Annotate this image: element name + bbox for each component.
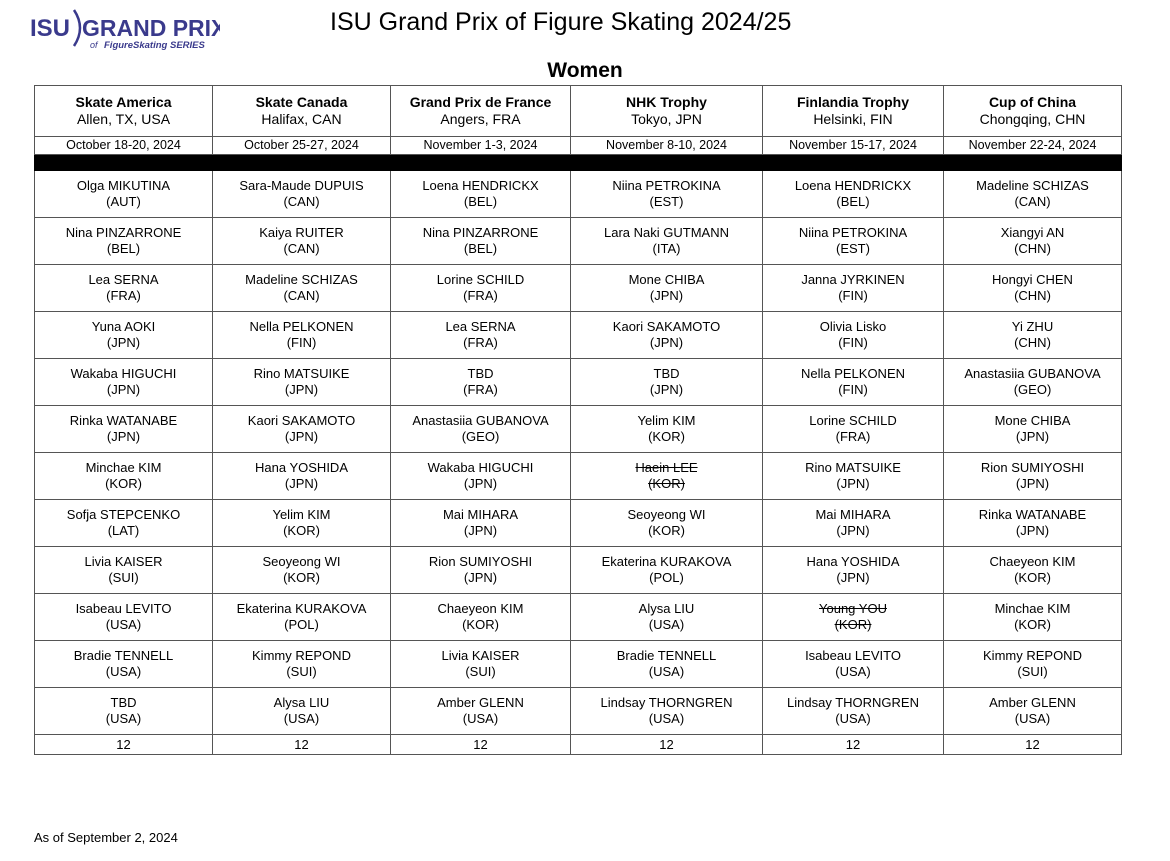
skater-row bbox=[35, 359, 1122, 406]
skater-name: Chaeyeon KIM bbox=[437, 601, 524, 616]
skater-nation: (FRA) bbox=[463, 288, 498, 303]
skater-name: Seoyeong WI bbox=[627, 507, 706, 522]
skater-name: Amber GLENN bbox=[437, 695, 524, 710]
skater-cell bbox=[391, 453, 571, 500]
skater-name: Isabeau LEVITO bbox=[75, 601, 172, 616]
separator-cell bbox=[35, 155, 213, 171]
skater-nation: (USA) bbox=[1014, 711, 1051, 726]
skater-cell bbox=[944, 688, 1122, 735]
skater-nation: (FIN) bbox=[838, 382, 868, 397]
assignments-body bbox=[35, 86, 1122, 755]
skater-cell bbox=[391, 500, 571, 547]
skater-name: Rinka WATANABE bbox=[978, 507, 1087, 522]
skater-cell bbox=[213, 218, 391, 265]
skater-name: Nella PELKONEN bbox=[800, 366, 906, 381]
skater-nation: (USA) bbox=[648, 617, 685, 632]
skater-name: Rinka WATANABE bbox=[69, 413, 178, 428]
skater-nation: (GEO) bbox=[461, 429, 500, 444]
event-header-cell bbox=[944, 86, 1122, 137]
skater-name: Seoyeong WI bbox=[262, 554, 341, 569]
skater-name: Ekaterina KURAKOVA bbox=[601, 554, 732, 569]
skater-name: Lea SERNA bbox=[88, 272, 159, 287]
skater-nation: (KOR) bbox=[1014, 617, 1051, 632]
event-name: Skate America bbox=[75, 94, 172, 110]
skater-row bbox=[35, 265, 1122, 312]
skater-nation: (SUI) bbox=[108, 570, 139, 585]
skater-row bbox=[35, 500, 1122, 547]
skater-cell bbox=[391, 218, 571, 265]
skater-row bbox=[35, 453, 1122, 500]
skater-cell bbox=[763, 547, 944, 594]
skater-nation: (KOR) bbox=[648, 476, 685, 491]
skater-cell bbox=[213, 265, 391, 312]
skater-nation: (JPN) bbox=[836, 523, 870, 538]
skater-nation: (CHN) bbox=[1014, 335, 1051, 350]
skater-cell bbox=[391, 265, 571, 312]
skater-cell bbox=[944, 171, 1122, 218]
skater-cell bbox=[391, 171, 571, 218]
skater-nation: (KOR) bbox=[105, 476, 142, 491]
event-dates: November 1-3, 2024 bbox=[391, 137, 571, 155]
skater-cell bbox=[763, 171, 944, 218]
skater-name: Alysa LIU bbox=[273, 695, 330, 710]
skater-nation: (USA) bbox=[105, 711, 142, 726]
event-name: Cup of China bbox=[988, 94, 1077, 110]
separator-cell bbox=[391, 155, 571, 171]
event-header-cell bbox=[35, 86, 213, 137]
skater-name: Nina PINZARRONE bbox=[422, 225, 539, 240]
skater-nation: (KOR) bbox=[648, 523, 685, 538]
skater-name: Madeline SCHIZAS bbox=[976, 178, 1089, 193]
skater-cell bbox=[571, 500, 763, 547]
skater-cell bbox=[763, 312, 944, 359]
event-location: Angers, FRA bbox=[440, 111, 521, 127]
event-header-cell bbox=[213, 86, 391, 137]
logo-grand-prix-text: GRAND PRIX bbox=[82, 15, 220, 41]
entry-count: 12 bbox=[944, 735, 1122, 755]
skater-name: Haein LEE bbox=[635, 460, 698, 475]
skater-nation: (JPN) bbox=[106, 382, 141, 397]
skater-cell bbox=[944, 547, 1122, 594]
skater-name: Kaori SAKAMOTO bbox=[247, 413, 356, 428]
skater-name: Chaeyeon KIM bbox=[989, 554, 1076, 569]
skater-row bbox=[35, 641, 1122, 688]
skater-cell bbox=[213, 641, 391, 688]
event-name: Finlandia Trophy bbox=[796, 94, 909, 110]
skater-nation: (JPN) bbox=[649, 288, 684, 303]
skater-name: Kaori SAKAMOTO bbox=[612, 319, 721, 334]
assignments-table bbox=[34, 85, 1122, 755]
skater-name: Madeline SCHIZAS bbox=[245, 272, 358, 287]
skater-cell bbox=[35, 500, 213, 547]
event-header-cell bbox=[391, 86, 571, 137]
skater-cell bbox=[213, 547, 391, 594]
skater-cell bbox=[391, 312, 571, 359]
skater-nation: (USA) bbox=[648, 711, 685, 726]
skater-name: Olivia Lisko bbox=[819, 319, 887, 334]
skater-cell bbox=[944, 312, 1122, 359]
skater-cell bbox=[944, 453, 1122, 500]
logo-swoosh bbox=[74, 10, 80, 46]
skater-cell bbox=[213, 453, 391, 500]
skater-cell bbox=[763, 688, 944, 735]
skater-name: Rion SUMIYOSHI bbox=[428, 554, 533, 569]
entry-count: 12 bbox=[763, 735, 944, 755]
skater-nation: (LAT) bbox=[107, 523, 140, 538]
skater-nation: (JPN) bbox=[284, 429, 319, 444]
skater-name: Mone CHIBA bbox=[994, 413, 1071, 428]
skater-cell bbox=[571, 641, 763, 688]
page-title: ISU Grand Prix of Figure Skating 2024/25 bbox=[330, 8, 792, 36]
skater-cell bbox=[213, 688, 391, 735]
isu-grand-prix-logo bbox=[30, 6, 220, 50]
skater-cell bbox=[35, 359, 213, 406]
skater-name: Lindsay THORNGREN bbox=[600, 695, 733, 710]
skater-name: Sara-Maude DUPUIS bbox=[239, 178, 364, 193]
logo-graphic bbox=[30, 6, 220, 50]
skater-nation: (BEL) bbox=[106, 241, 141, 256]
event-name: Skate Canada bbox=[255, 94, 348, 110]
event-header-cell bbox=[571, 86, 763, 137]
skater-cell bbox=[571, 312, 763, 359]
skater-cell bbox=[571, 218, 763, 265]
skater-nation: (JPN) bbox=[836, 476, 870, 491]
skater-row bbox=[35, 171, 1122, 218]
skater-nation: (JPN) bbox=[284, 476, 319, 491]
skater-cell bbox=[571, 688, 763, 735]
event-dates: November 8-10, 2024 bbox=[571, 137, 763, 155]
skater-name: Yelim KIM bbox=[637, 413, 696, 428]
skater-cell bbox=[763, 453, 944, 500]
skater-cell bbox=[571, 547, 763, 594]
skater-cell bbox=[763, 594, 944, 641]
skater-name: Wakaba HIGUCHI bbox=[70, 366, 177, 381]
skater-cell bbox=[35, 453, 213, 500]
skater-nation: (SUI) bbox=[1017, 664, 1048, 679]
skater-name: Amber GLENN bbox=[989, 695, 1076, 710]
skater-cell bbox=[213, 594, 391, 641]
skater-nation: (USA) bbox=[835, 711, 871, 726]
skater-nation: (POL) bbox=[649, 570, 684, 585]
skater-cell bbox=[213, 500, 391, 547]
skater-name: Yuna AOKI bbox=[91, 319, 156, 334]
skater-cell bbox=[571, 453, 763, 500]
skater-nation: (USA) bbox=[105, 664, 142, 679]
skater-cell bbox=[213, 171, 391, 218]
skater-cell bbox=[571, 171, 763, 218]
event-location: Tokyo, JPN bbox=[631, 111, 702, 127]
skater-nation: (ITA) bbox=[652, 241, 681, 256]
skater-cell bbox=[944, 594, 1122, 641]
skater-nation: (USA) bbox=[462, 711, 499, 726]
skater-nation: (BEL) bbox=[463, 194, 498, 209]
skater-nation: (JPN) bbox=[463, 476, 498, 491]
skater-nation: (CAN) bbox=[283, 288, 320, 303]
skater-nation: (JPN) bbox=[463, 570, 498, 585]
event-dates: November 15-17, 2024 bbox=[763, 137, 944, 155]
logo-isu-text: ISU bbox=[30, 15, 71, 42]
skater-name: TBD bbox=[110, 695, 137, 710]
skater-cell bbox=[763, 500, 944, 547]
skater-name: Rino MATSUIKE bbox=[253, 366, 350, 381]
event-location: Chongqing, CHN bbox=[979, 111, 1086, 127]
skater-cell bbox=[35, 218, 213, 265]
skater-nation: (USA) bbox=[648, 664, 685, 679]
event-location: Allen, TX, USA bbox=[76, 111, 171, 127]
skater-name: Ekaterina KURAKOVA bbox=[236, 601, 367, 616]
skater-name: Mai MIHARA bbox=[815, 507, 891, 522]
skater-cell bbox=[35, 312, 213, 359]
skater-cell bbox=[391, 594, 571, 641]
skater-cell bbox=[763, 641, 944, 688]
skater-nation: (FRA) bbox=[463, 335, 498, 350]
skater-name: Loena HENDRICKX bbox=[422, 178, 539, 193]
skater-name: Alysa LIU bbox=[638, 601, 695, 616]
skater-name: Olga MIKUTINA bbox=[76, 178, 171, 193]
skater-name: Livia KAISER bbox=[441, 648, 520, 663]
skater-nation: (JPN) bbox=[284, 382, 319, 397]
skater-nation: (JPN) bbox=[463, 523, 498, 538]
skater-name: TBD bbox=[467, 366, 494, 381]
separator-cell bbox=[213, 155, 391, 171]
skater-cell bbox=[763, 265, 944, 312]
skater-name: Yelim KIM bbox=[272, 507, 331, 522]
event-dates: October 18-20, 2024 bbox=[35, 137, 213, 155]
skater-name: Niina PETROKINA bbox=[612, 178, 721, 193]
skater-cell bbox=[944, 500, 1122, 547]
skater-cell bbox=[944, 359, 1122, 406]
skater-cell bbox=[213, 406, 391, 453]
skater-name: Kimmy REPOND bbox=[252, 648, 351, 663]
skater-name: Lorine SCHILD bbox=[436, 272, 525, 287]
skater-row bbox=[35, 406, 1122, 453]
skater-nation: (BEL) bbox=[836, 194, 870, 209]
skater-nation: (EST) bbox=[649, 194, 684, 209]
entry-count-row bbox=[35, 735, 1122, 755]
separator-bar bbox=[35, 155, 1122, 171]
skater-cell bbox=[35, 406, 213, 453]
skater-cell bbox=[35, 265, 213, 312]
skater-nation: (JPN) bbox=[106, 429, 141, 444]
event-dates: November 22-24, 2024 bbox=[944, 137, 1122, 155]
event-location: Halifax, CAN bbox=[261, 111, 342, 127]
skater-name: Anastasiia GUBANOVA bbox=[964, 366, 1101, 381]
event-name: Grand Prix de France bbox=[409, 94, 552, 110]
skater-cell bbox=[944, 218, 1122, 265]
skater-name: Nella PELKONEN bbox=[249, 319, 354, 334]
skater-nation: (CAN) bbox=[283, 194, 320, 209]
separator-cell bbox=[763, 155, 944, 171]
skater-row bbox=[35, 312, 1122, 359]
event-header-row bbox=[35, 86, 1122, 137]
skater-name: Bradie TENNELL bbox=[73, 648, 174, 663]
skater-cell bbox=[35, 547, 213, 594]
skater-cell bbox=[944, 265, 1122, 312]
skater-nation: (FRA) bbox=[463, 382, 498, 397]
skater-cell bbox=[213, 312, 391, 359]
skater-nation: (FRA) bbox=[106, 288, 141, 303]
skater-nation: (KOR) bbox=[834, 617, 872, 632]
skater-name: Lea SERNA bbox=[445, 319, 516, 334]
skater-name: Minchae KIM bbox=[994, 601, 1071, 616]
skater-cell bbox=[391, 359, 571, 406]
skater-cell bbox=[944, 641, 1122, 688]
skater-name: Niina PETROKINA bbox=[798, 225, 908, 240]
skater-nation: (JPN) bbox=[1015, 476, 1050, 491]
skater-name: Lara Naki GUTMANN bbox=[604, 225, 729, 240]
skater-nation: (FIN) bbox=[286, 335, 317, 350]
skater-cell bbox=[391, 547, 571, 594]
logo-series-text: FigureSkating SERIES bbox=[104, 40, 205, 50]
skater-nation: (GEO) bbox=[1013, 382, 1052, 397]
skater-row bbox=[35, 688, 1122, 735]
entry-count: 12 bbox=[213, 735, 391, 755]
skater-cell bbox=[763, 359, 944, 406]
skater-name: Loena HENDRICKX bbox=[794, 178, 912, 193]
skater-nation: (KOR) bbox=[1014, 570, 1051, 585]
skater-name: Lorine SCHILD bbox=[809, 413, 897, 428]
skater-nation: (KOR) bbox=[283, 523, 320, 538]
skater-cell bbox=[571, 594, 763, 641]
skater-row bbox=[35, 218, 1122, 265]
logo-of-text: of bbox=[90, 40, 98, 50]
skater-cell bbox=[391, 406, 571, 453]
skater-nation: (USA) bbox=[283, 711, 320, 726]
skater-name: Janna JYRKINEN bbox=[801, 272, 905, 287]
skater-nation: (CAN) bbox=[283, 241, 320, 256]
skater-name: Minchae KIM bbox=[85, 460, 162, 475]
skater-cell bbox=[391, 641, 571, 688]
skater-name: TBD bbox=[653, 366, 680, 381]
separator-cell bbox=[944, 155, 1122, 171]
skater-cell bbox=[571, 406, 763, 453]
skater-nation: (KOR) bbox=[648, 429, 685, 444]
skater-cell bbox=[763, 406, 944, 453]
skater-name: Anastasiia GUBANOVA bbox=[412, 413, 549, 428]
event-dates-row bbox=[35, 137, 1122, 155]
skater-cell bbox=[35, 171, 213, 218]
skater-nation: (FIN) bbox=[838, 335, 868, 350]
skater-nation: (KOR) bbox=[462, 617, 499, 632]
skater-nation: (USA) bbox=[105, 617, 142, 632]
entry-count: 12 bbox=[391, 735, 571, 755]
skater-nation: (CHN) bbox=[1014, 288, 1051, 303]
event-location: Helsinki, FIN bbox=[813, 111, 893, 127]
skater-nation: (CHN) bbox=[1014, 241, 1051, 256]
skater-name: Livia KAISER bbox=[84, 554, 163, 569]
skater-name: Hana YOSHIDA bbox=[255, 460, 348, 475]
skater-nation: (POL) bbox=[284, 617, 319, 632]
skater-name: Young YOU bbox=[819, 601, 887, 616]
skater-name: Mai MIHARA bbox=[442, 507, 519, 522]
skater-nation: (SUI) bbox=[465, 664, 496, 679]
skater-name: Kimmy REPOND bbox=[983, 648, 1082, 663]
entry-count: 12 bbox=[35, 735, 213, 755]
skater-cell bbox=[35, 594, 213, 641]
skater-nation: (CAN) bbox=[1014, 194, 1051, 209]
skater-name: Hana YOSHIDA bbox=[806, 554, 900, 569]
skater-name: Bradie TENNELL bbox=[616, 648, 717, 663]
skater-cell bbox=[35, 688, 213, 735]
as-of-date: As of September 2, 2024 bbox=[34, 830, 178, 845]
separator-cell bbox=[571, 155, 763, 171]
skater-nation: (BEL) bbox=[463, 241, 498, 256]
skater-row bbox=[35, 594, 1122, 641]
skater-nation: (JPN) bbox=[649, 382, 684, 397]
skater-name: Isabeau LEVITO bbox=[805, 648, 901, 663]
event-dates: October 25-27, 2024 bbox=[213, 137, 391, 155]
skater-name: Sofja STEPCENKO bbox=[66, 507, 181, 522]
skater-nation: (FRA) bbox=[835, 429, 871, 444]
skater-nation: (FIN) bbox=[838, 288, 868, 303]
skater-cell bbox=[391, 688, 571, 735]
skater-nation: (SUI) bbox=[286, 664, 317, 679]
entry-count: 12 bbox=[571, 735, 763, 755]
skater-name: Wakaba HIGUCHI bbox=[427, 460, 534, 475]
skater-cell bbox=[763, 218, 944, 265]
skater-cell bbox=[213, 359, 391, 406]
skater-nation: (KOR) bbox=[283, 570, 320, 585]
skater-name: Mone CHIBA bbox=[628, 272, 705, 287]
skater-name: Nina PINZARRONE bbox=[65, 225, 182, 240]
skater-cell bbox=[944, 406, 1122, 453]
skater-name: Kaiya RUITER bbox=[259, 225, 344, 240]
skater-cell bbox=[571, 359, 763, 406]
skater-name: Yi ZHU bbox=[1011, 319, 1054, 334]
event-header-cell bbox=[763, 86, 944, 137]
category-title: Women bbox=[547, 59, 623, 82]
skater-nation: (EST) bbox=[836, 241, 870, 256]
skater-name: Xiangyi AN bbox=[1000, 225, 1065, 240]
skater-name: Rion SUMIYOSHI bbox=[980, 460, 1085, 475]
skater-nation: (JPN) bbox=[106, 335, 141, 350]
skater-nation: (JPN) bbox=[1015, 429, 1050, 444]
skater-cell bbox=[571, 265, 763, 312]
skater-nation: (JPN) bbox=[649, 335, 684, 350]
skater-name: Rino MATSUIKE bbox=[805, 460, 901, 475]
event-name: NHK Trophy bbox=[626, 94, 707, 110]
skater-nation: (JPN) bbox=[836, 570, 870, 585]
skater-cell bbox=[35, 641, 213, 688]
skater-nation: (USA) bbox=[835, 664, 871, 679]
skater-nation: (AUT) bbox=[106, 194, 141, 209]
skater-row bbox=[35, 547, 1122, 594]
skater-name: Lindsay THORNGREN bbox=[787, 695, 919, 710]
skater-name: Hongyi CHEN bbox=[992, 272, 1073, 287]
skater-nation: (JPN) bbox=[1015, 523, 1050, 538]
